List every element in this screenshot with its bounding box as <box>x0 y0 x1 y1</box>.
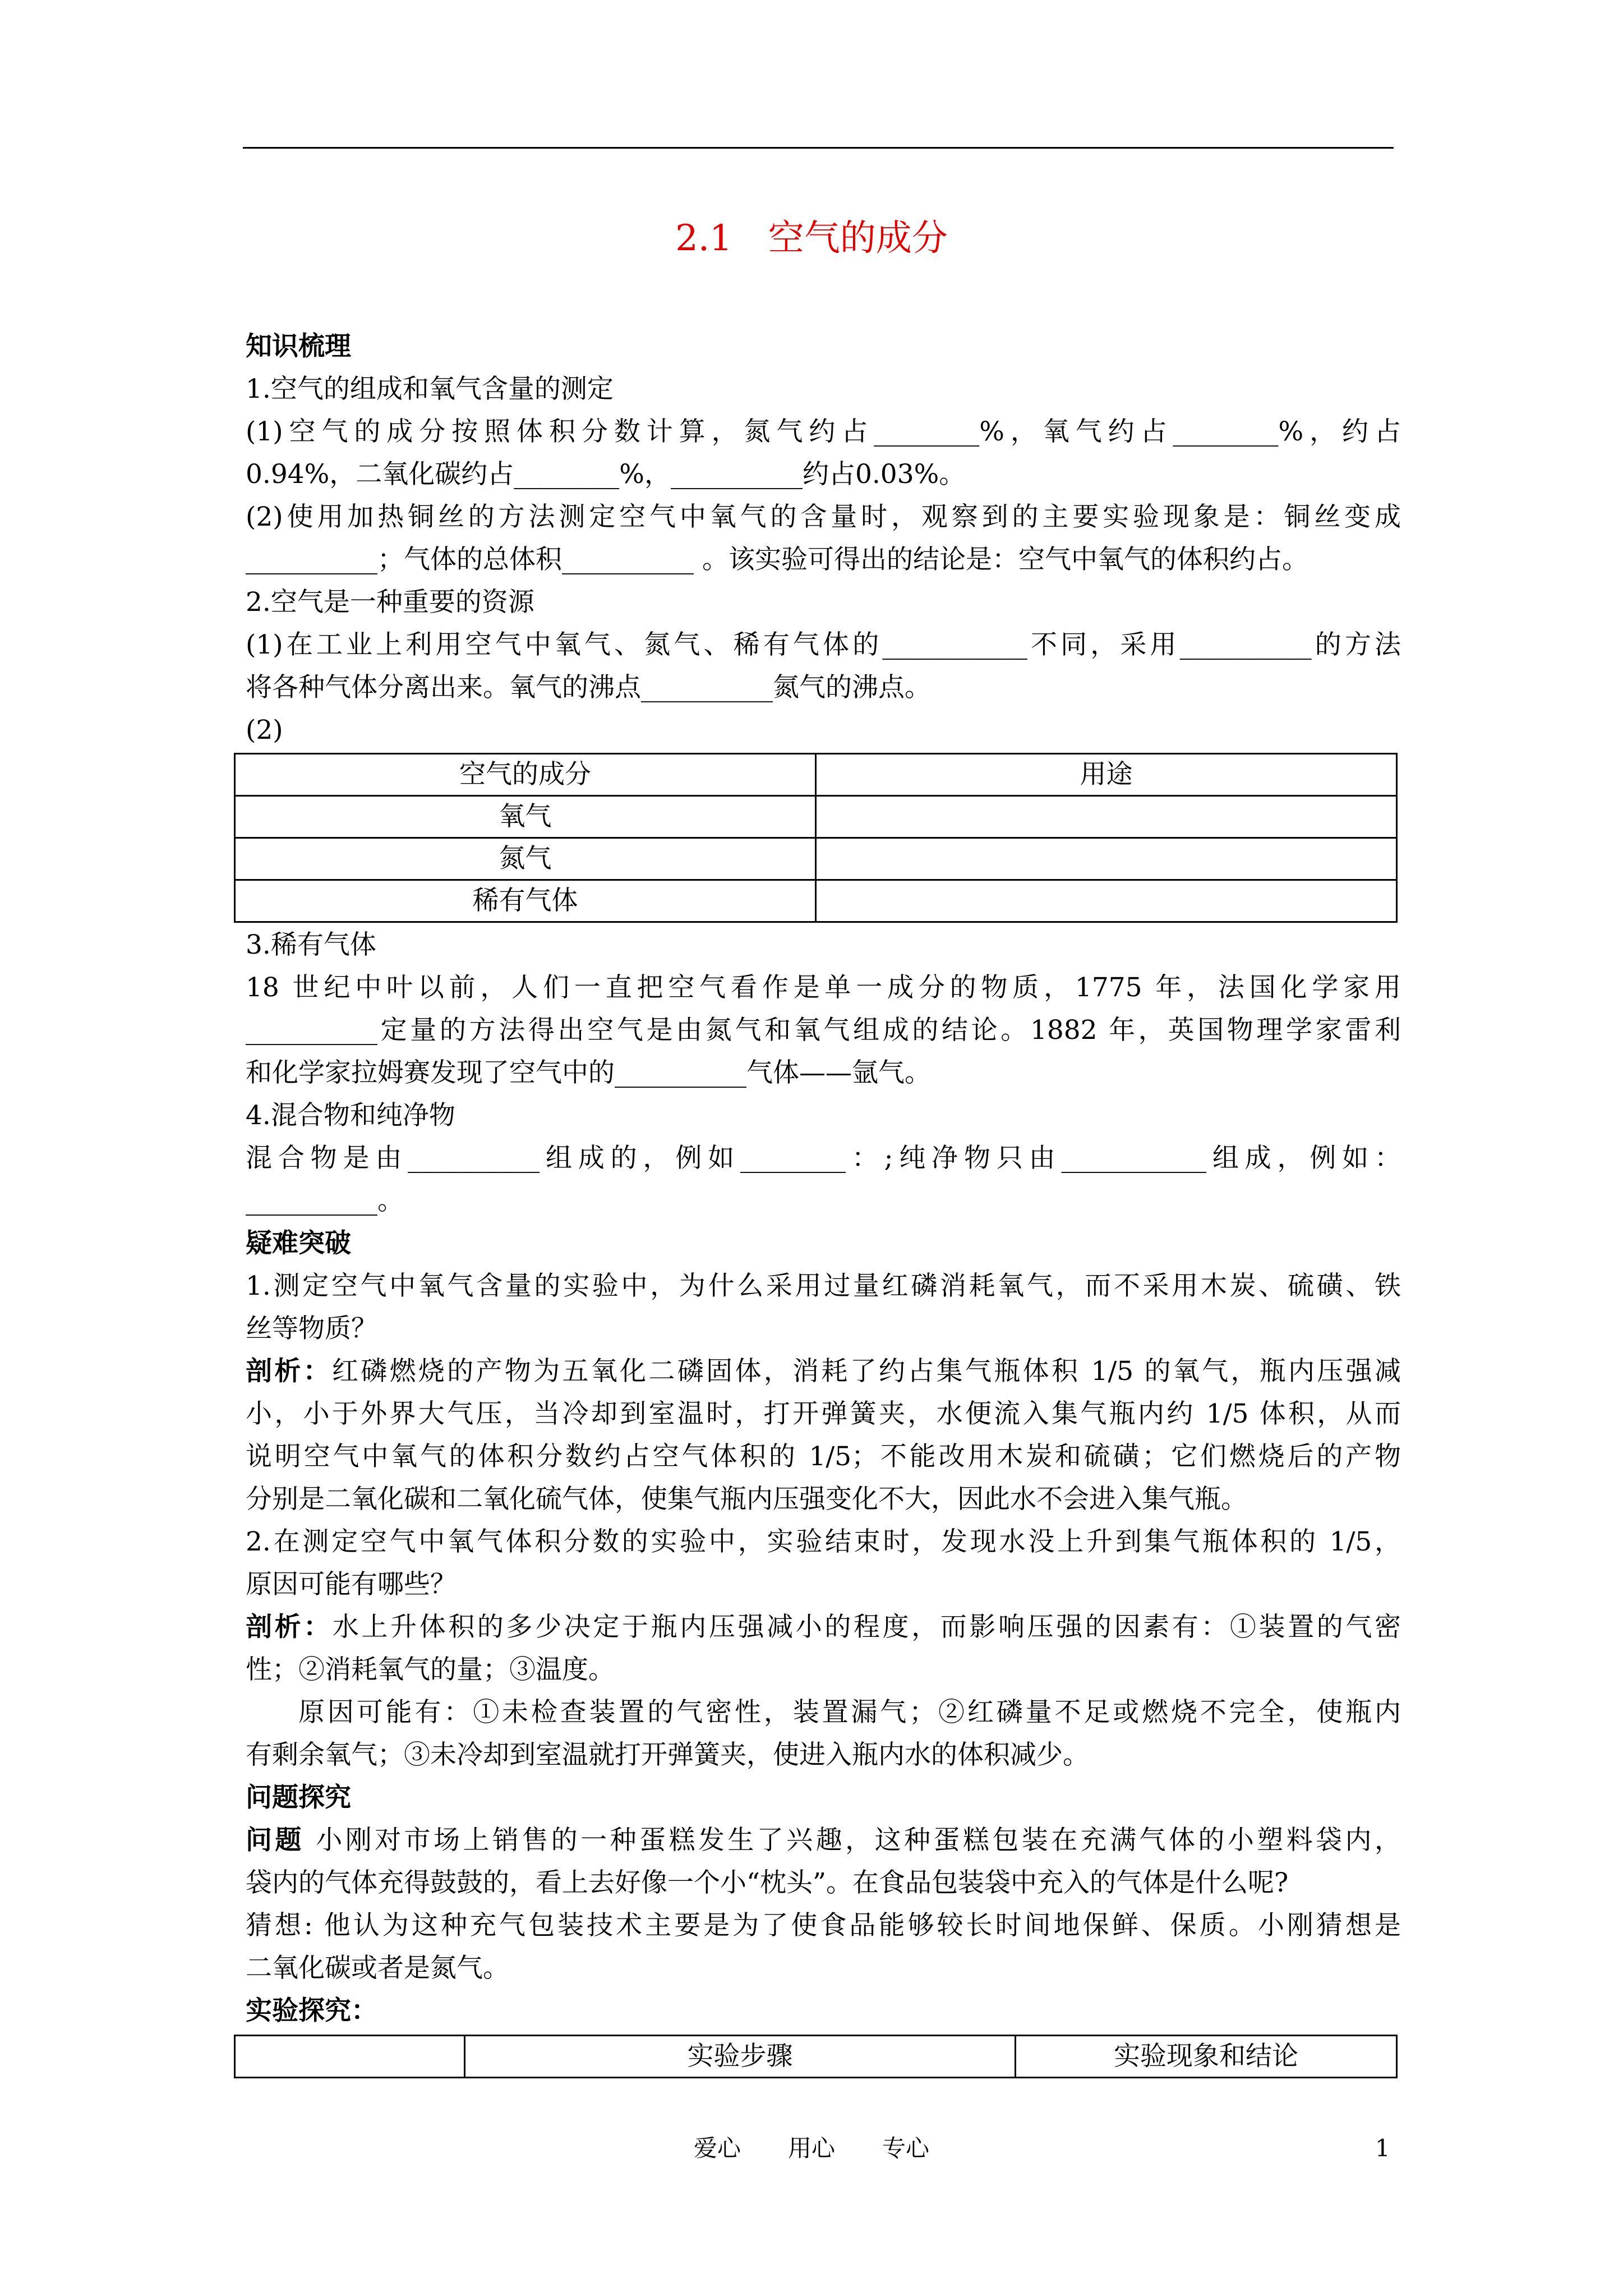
analysis-line: 原因可能有：①未检查装置的气密性，装置漏气；②红磷量不足或燃烧不完全，使瓶内 <box>298 1697 1401 1728</box>
paragraph-line: (2)使用加热铜丝的方法测定空气中氧气的含量时，观察到的主要实验现象是：铜丝变成 <box>246 501 1401 532</box>
analysis-line: 说明空气中氧气的体积分数约占空气体积的 1/5；不能改用木炭和硫磺；它们燃烧后的产物 <box>246 1441 1401 1472</box>
table-header-cell: 实验步骤 <box>465 2036 1016 2078</box>
table-header-cell: 实验现象和结论 <box>1016 2036 1397 2078</box>
section-heading-inquiry: 问题探究 <box>246 1782 351 1813</box>
question-line: 原因可能有哪些？ <box>246 1569 457 1600</box>
section-heading-difficulties: 疑难突破 <box>246 1228 351 1259</box>
table-header-cell: 用途 <box>816 754 1397 796</box>
problem-text: 小刚对市场上销售的一种蛋糕发生了兴趣，这种蛋糕包装在充满气体的小塑料袋内， <box>316 1825 1401 1856</box>
page-number: 1 <box>1375 2134 1390 2162</box>
question-line: 1.测定空气中氧气含量的实验中，为什么采用过量红磷消耗氧气，而不采用木炭、硫磺、铁 <box>246 1271 1401 1301</box>
paragraph-line: 18 世纪中叶以前，人们一直把空气看作是单一成分的物质，1775 年，法国化学家用 <box>246 972 1401 1003</box>
table-cell: 氧气 <box>235 796 816 838</box>
problem-label: 问题 <box>246 1825 305 1856</box>
analysis-line: 小，小于外界大气压，当冷却到室温时，打开弹簧夹，水便流入集气瓶内约 1/5 体积，从而 <box>246 1398 1401 1429</box>
problem-line <box>246 1819 1401 1862</box>
paragraph-line: __________；气体的总体积__________ 。该实验可得出的结论是：空气中氧气的体积约占。 <box>246 544 1308 575</box>
paragraph-line: (2) <box>246 715 283 746</box>
paragraph-line: 将各种气体分离出来。氧气的沸点__________氮气的沸点。 <box>246 672 931 703</box>
analysis-label: 剖析： <box>246 1612 333 1642</box>
table-cell <box>816 880 1397 922</box>
problem-line: 袋内的气体充得鼓鼓的，看上去好像一个小“枕头”。在食品包装袋中充入的气体是什么呢? <box>246 1867 1289 1898</box>
section-heading-knowledge: 知识梳理 <box>246 331 351 362</box>
subheading: 2.空气是一种重要的资源 <box>246 587 534 618</box>
header-rule <box>243 147 1394 149</box>
subheading: 3.稀有气体 <box>246 930 376 960</box>
paragraph-line: 混合物是由__________组成的，例如________：;纯净物只由___________组成，例如： <box>246 1143 1401 1174</box>
subheading: 4.混合物和纯净物 <box>246 1100 455 1131</box>
analysis-line <box>246 1606 1401 1649</box>
experiment-table <box>234 2035 1398 2078</box>
guess-line: 二氧化碳或者是氮气。 <box>246 1953 509 1984</box>
analysis-text: 红磷燃烧的产物为五氧化二磷固体，消耗了约占集气瓶体积 1/5 的氧气，瓶内压强减 <box>331 1356 1401 1387</box>
guess-line: 猜想: 他认为这种充气包装技术主要是为了使食品能够较长时间地保鲜、保质。小刚猜想是 <box>246 1910 1401 1941</box>
question-line: 丝等物质？ <box>246 1313 377 1344</box>
subheading: 1.空气的组成和氧气含量的测定 <box>246 374 614 404</box>
analysis-text: 水上升体积的多少决定于瓶内压强减小的程度，而影响压强的因素有：①装置的气密 <box>332 1612 1401 1642</box>
table-cell <box>816 796 1397 838</box>
table-cell: 稀有气体 <box>235 880 816 922</box>
analysis-line: 有剩余氧气；③未冷却到室温就打开弹簧夹，使进入瓶内水的体积减少。 <box>246 1740 1089 1770</box>
table-row <box>235 796 1397 838</box>
analysis-line: 分别是二氧化碳和二氧化硫气体，使集气瓶内压强变化不大，因此水不会进入集气瓶。 <box>246 1484 1247 1515</box>
analysis-line: 性；②消耗氧气的量；③温度。 <box>246 1654 615 1685</box>
analysis-line <box>246 1350 1401 1393</box>
table-row <box>235 838 1397 880</box>
table-header-row <box>235 2036 1397 2078</box>
footer-motto: 爱心 用心 专心 <box>693 2134 929 2162</box>
paragraph-line: (1)在工业上利用空气中氧气、氮气、稀有气体的___________不同，采用__________的方法 <box>246 629 1401 660</box>
page-title: 2.1 空气的成分 <box>675 218 948 259</box>
table-header-cell: 空气的成分 <box>235 754 816 796</box>
paragraph-line: __________定量的方法得出空气是由氮气和氧气组成的结论。1882 年，英国物理学家雷利 <box>246 1015 1401 1046</box>
paragraph-line: (1)空气的成分按照体积分数计算，氮气约占________%，氧气约占________%，约占 <box>246 416 1401 447</box>
question-line: 2.在测定空气中氧气体积分数的实验中，实验结束时，发现水没上升到集气瓶体积的 1/5， <box>246 1526 1401 1557</box>
table-header-cell <box>235 2036 465 2078</box>
paragraph-line: 和化学家拉姆赛发现了空气中的__________气体——氩气。 <box>246 1057 931 1088</box>
paragraph-line: 0.94%，二氧化碳约占________%，__________约占0.03%。 <box>246 459 966 490</box>
table-row <box>235 880 1397 922</box>
analysis-label: 剖析： <box>246 1356 332 1387</box>
paragraph-line: __________。 <box>246 1185 404 1216</box>
air-components-table <box>234 753 1398 923</box>
table-cell: 氮气 <box>235 838 816 880</box>
table-cell <box>816 838 1397 880</box>
experiment-heading: 实验探究： <box>246 1995 377 2026</box>
document-body <box>246 325 1401 2078</box>
table-header-row <box>235 754 1397 796</box>
